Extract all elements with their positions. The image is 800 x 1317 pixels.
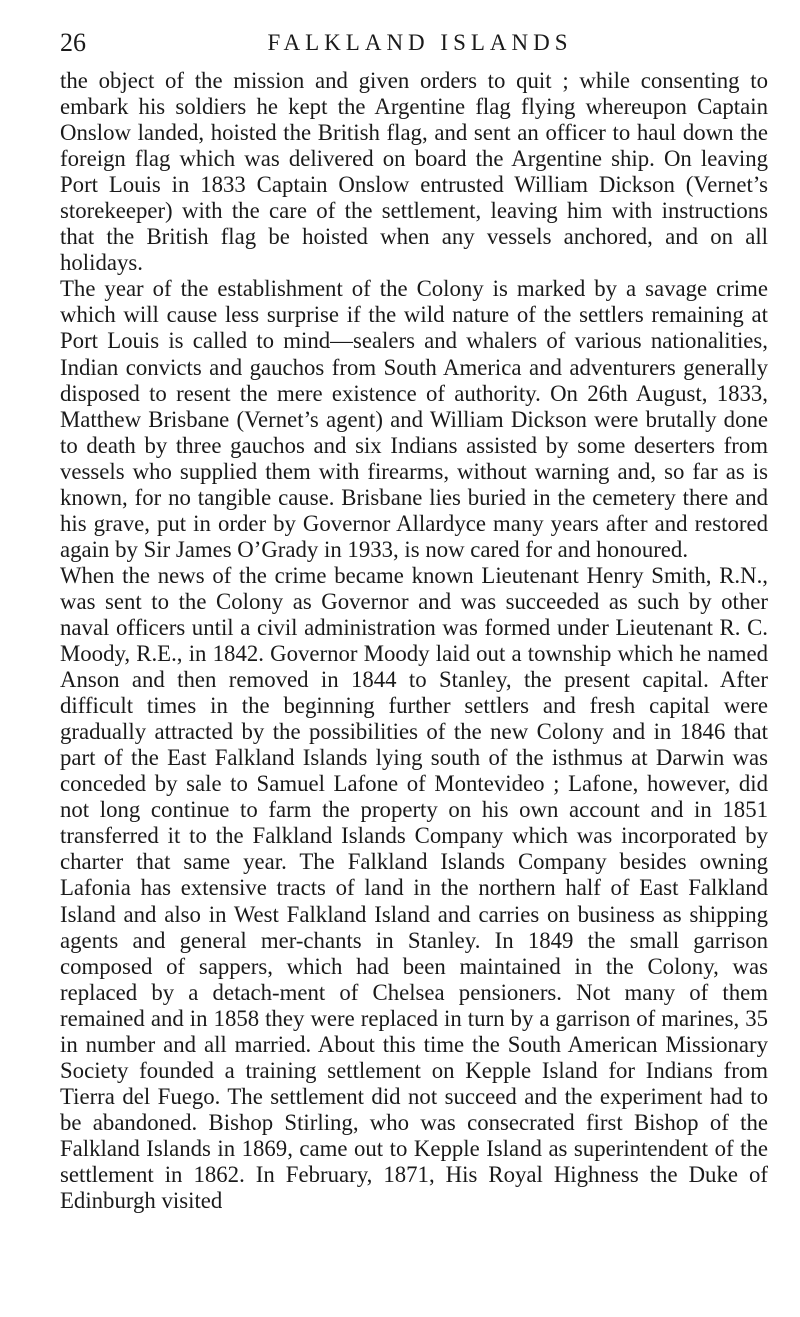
body-text: [60, 68, 768, 1214]
page-number: 26: [60, 28, 86, 57]
page-header: [60, 26, 740, 60]
paragraph-3: When the news of the crime became known Lieutenant Henry Smith, R.N., was sent to the Colony as Governor and was succeeded as such by other naval officers until a civil administration was formed under Lieutenant R. C. Moody, R.E., in 1842. Governor Moody laid out a township which he named Anson and then removed in 1844 to Stanley, the present capital. After difficult times in the beginning further settlers and fresh capital were gradually attracted by the possibilities of the new Colony and in 1846 that part of the East Falkland Islands lying south of the isthmus at Darwin was conceded by sale to Samuel Lafone of Montevideo ; Lafone, however, did not long continue to farm the property on his own account and in 1851 transferred it to the Falkland Islands Company which was incorporated by charter that same year. The Falkland Islands Company besides owning Lafonia has extensive tracts of land in the northern half of East Falkland Island and also in West Falkland Island and carries on business as shipping agents and general mer-chants in Stanley. In 1849 the small garrison composed of sappers, which had been maintained in the Colony, was replaced by a detach-ment of Chelsea pensioners. Not many of them remained and in 1858 they were replaced in turn by a garrison of marines, 35 in number and all married. About this time the South American Missionary Society founded a training settlement on Kepple Island for Indians from Tierra del Fuego. The settlement did not succeed and the experiment had to be abandoned. Bishop Stirling, who was consecrated first Bishop of the Falkland Islands in 1869, came out to Kepple Island as superintendent of the settlement in 1862. In February, 1871, His Royal Highness the Duke of Edinburgh visited: [60, 562, 768, 1214]
paragraph-2: The year of the establishment of the Colony is marked by a savage crime which will cause less surprise if the wild nature of the settlers remaining at Port Louis is called to mind—sealers and whalers of various nationalities, Indian convicts and gauchos from South America and adventurers generally disposed to resent the mere existence of authority. On 26th August, 1833, Matthew Brisbane (Vernet’s agent) and William Dickson were brutally done to death by three gauchos and six Indians assisted by some deserters from vessels who supplied them with firearms, without warning and, so far as is known, for no tangible cause. Brisbane lies buried in the cemetery there and his grave, put in order by Governor Allardyce many years after and restored again by Sir James O’Grady in 1933, is now cared for and honoured.: [60, 276, 768, 562]
running-title: FALKLAND ISLANDS: [267, 30, 573, 55]
paragraph-1: the object of the mission and given orders to quit ; while consenting to embark his soldiers he kept the Argentine flag flying whereupon Captain Onslow landed, hoisted the British flag, and sent an officer to haul down the foreign flag which was delivered on board the Argentine ship. On leaving Port Louis in 1833 Captain Onslow entrusted William Dickson (Vernet’s storekeeper) with the care of the settlement, leaving him with instructions that the British flag be hoisted when any vessels anchored, and on all holidays.: [60, 68, 768, 276]
